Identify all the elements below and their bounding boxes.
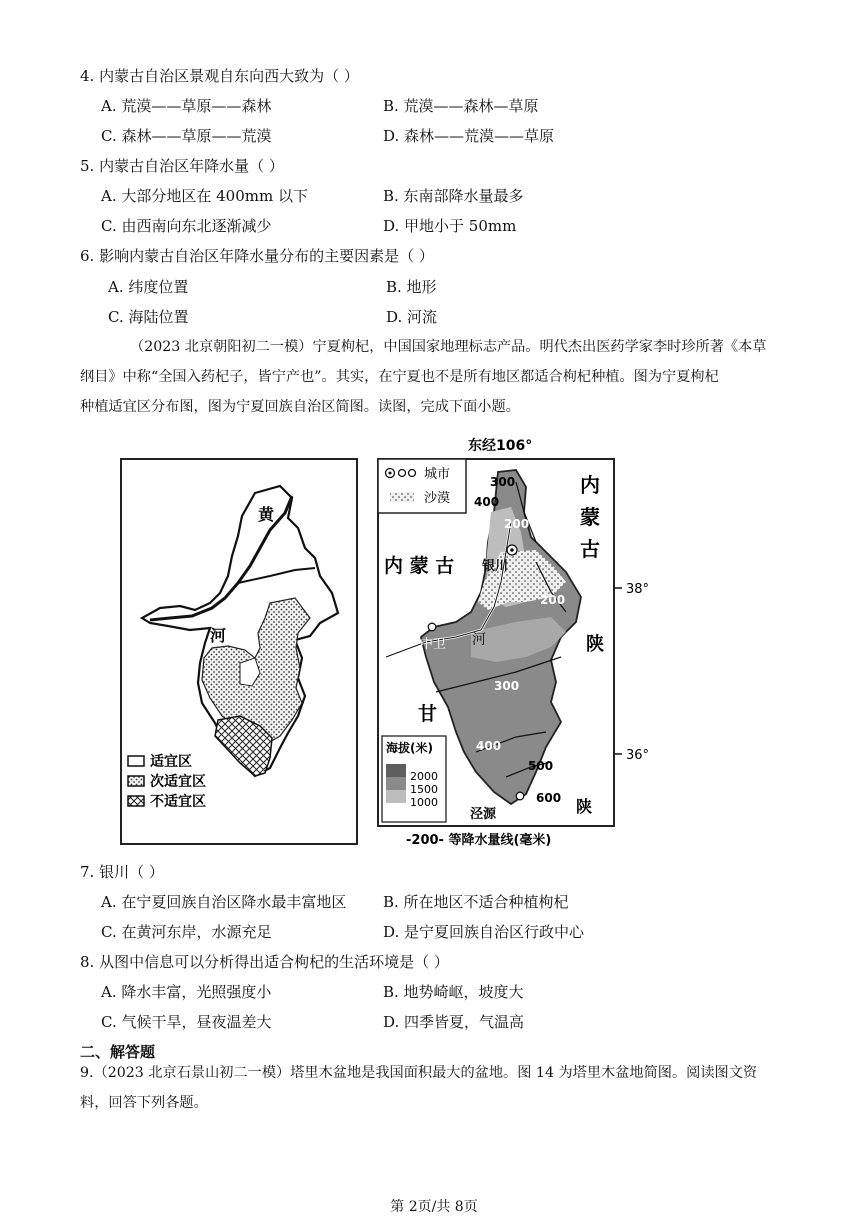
question-8-option-c: C. 气候干旱，昼夜温差大: [101, 1013, 272, 1031]
city-zhongwei: 中卫: [420, 637, 447, 652]
question-8-stem: 8. 从图中信息可以分析得出适合枸杞的生活环境是（ ）: [80, 953, 449, 971]
question-7-option-a: A. 在宁夏回族自治区降水最丰富地区: [101, 893, 347, 911]
lat-36: 36°: [626, 748, 650, 763]
isoline-200-b: 200: [540, 593, 566, 607]
city-jingyuan: 泾源: [470, 807, 497, 822]
legend-secondary: 次适宜区: [150, 774, 206, 790]
legend-unsuitable: 不适宜区: [150, 794, 206, 810]
question-5-option-a: A. 大部分地区在 400mm 以下: [101, 187, 308, 205]
question-5-option-c: C. 由西南向东北逐渐减少: [101, 217, 272, 235]
elevation-1000: 1000: [410, 796, 438, 809]
region-shaanxi-north: 陕: [586, 634, 604, 655]
isoline-note: -200- 等降水量线(毫米): [406, 833, 552, 848]
question-6-stem: 6. 影响内蒙古自治区年降水量分布的主要因素是（ ）: [80, 247, 434, 265]
question-5-stem: 5. 内蒙古自治区年降水量（ ）: [80, 157, 284, 175]
question-4-option-a: A. 荒漠——草原——森林: [101, 97, 272, 115]
question-7-option-d: D. 是宁夏回族自治区行政中心: [383, 923, 585, 941]
question-6-option-c: C. 海陆位置: [108, 308, 189, 326]
legend-city: 城市: [424, 467, 451, 482]
question-5-option-b: B. 东南部降水量最多: [383, 187, 524, 205]
meridian-label: 东经106°: [468, 438, 533, 454]
question-8-option-a: A. 降水丰富，光照强度小: [101, 983, 272, 1001]
isoline-500: 500: [528, 759, 554, 773]
isoline-300-mid: 300: [494, 679, 520, 693]
intro-line-2: 纲目》中称“全国入药杞子，皆宁产也”。其实，在宁夏也不是所有地区都适合枸杞种植。图为宁夏枸杞: [80, 369, 719, 385]
region-shaanxi-south: 陕: [576, 797, 593, 816]
region-inner-mongolia-2: 蒙: [580, 505, 600, 529]
isoline-400-top: 400: [474, 495, 500, 509]
region-inner-mongolia-west: 内 蒙 古: [384, 555, 455, 577]
isoline-300-top: 300: [490, 475, 516, 489]
goji-suitability-map: [120, 458, 360, 846]
intro-line-3: 种植适宜区分布图，图为宁夏回族自治区简图。读图，完成下面小题。: [80, 399, 520, 415]
question-9-line-2: 料，回答下列各题。: [80, 1095, 208, 1111]
intro-line-1: （2023 北京朝阳初二一模）宁夏枸杞，中国国家地理标志产品。明代杰出医药学家李时珍所著《本草: [130, 339, 767, 355]
question-4-option-c: C. 森林——草原——荒漠: [101, 127, 272, 145]
question-6-option-b: B. 地形: [386, 278, 437, 296]
region-inner-mongolia-1: 内: [580, 473, 600, 497]
lat-38: 38°: [626, 582, 650, 597]
question-5-option-d: D. 甲地小于 50mm: [383, 217, 517, 235]
ningxia-sketch-map: [376, 432, 676, 852]
river-char-huang: 黄: [258, 505, 275, 524]
question-6-option-d: D. 河流: [386, 308, 438, 326]
question-7-option-c: C. 在黄河东岸，水源充足: [101, 923, 272, 941]
region-inner-mongolia-3: 古: [580, 537, 600, 561]
question-6-option-a: A. 纬度位置: [108, 278, 189, 296]
section-heading: 二、解答题: [80, 1043, 156, 1061]
isoline-600: 600: [536, 791, 562, 805]
isoline-200-a: 200: [504, 517, 530, 531]
question-9-line-1: 9.（2023 北京石景山初二一模）塔里木盆地是我国面积最大的盆地。图 14 为塔里木盆地简图。阅读图文资: [80, 1065, 758, 1081]
elevation-1500: 1500: [410, 783, 438, 796]
city-yinchuan: 银川: [482, 559, 509, 574]
question-8-option-d: D. 四季皆夏，气温高: [383, 1013, 525, 1031]
elevation-2000: 2000: [410, 770, 438, 783]
elevation-title: 海拔(米): [386, 741, 433, 755]
question-8-option-b: B. 地势崎岖，坡度大: [383, 983, 524, 1001]
page-footer: 第 2页/共 8页: [390, 1199, 478, 1215]
question-7-option-b: B. 所在地区不适合种植枸杞: [383, 893, 569, 911]
legend-suitable: 适宜区: [150, 754, 192, 770]
question-4-stem: 4. 内蒙古自治区景观自东向西大致为（ ）: [80, 67, 359, 85]
question-7-stem: 7. 银川（ ）: [80, 863, 164, 881]
legend-desert: 沙漠: [424, 491, 451, 506]
isoline-400-mid: 400: [476, 739, 502, 753]
region-gansu: 甘: [418, 703, 438, 725]
river-label: 河: [472, 632, 486, 648]
question-4-option-d: D. 森林——荒漠——草原: [383, 127, 555, 145]
question-4-option-b: B. 荒漠——森林—草原: [383, 97, 539, 115]
river-char-he: 河: [210, 626, 227, 645]
